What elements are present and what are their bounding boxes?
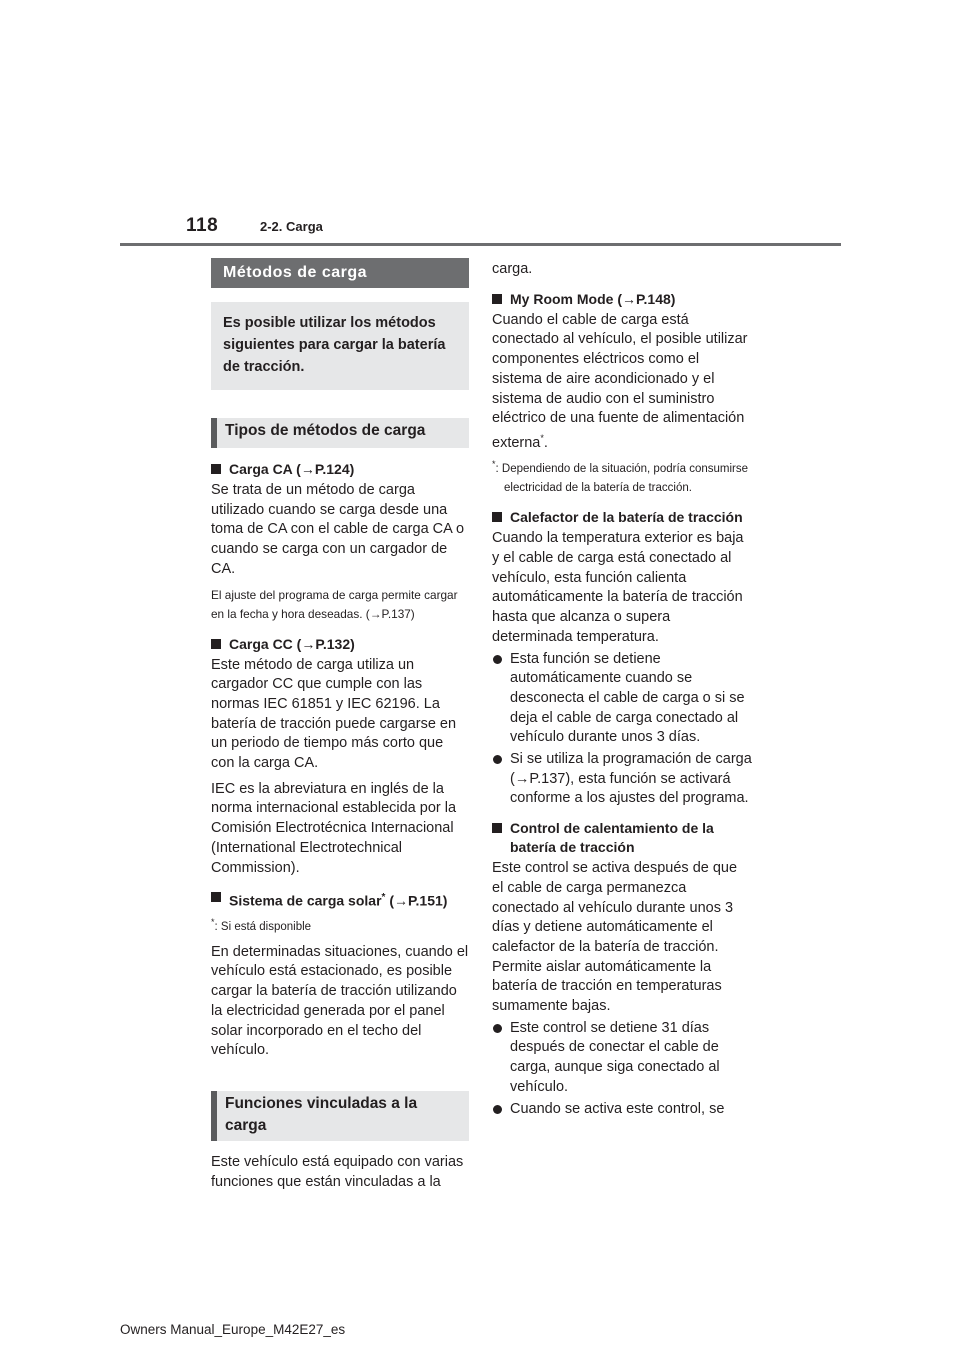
square-bullet-icon (492, 823, 502, 833)
square-bullet-icon (211, 892, 221, 902)
continued-text: carga. (492, 261, 533, 277)
intro-box: Es posible utilizar los métodos siguientes para cargar la batería de tracción. (211, 302, 469, 390)
item-heading: Sistema de carga solar* (→P.151) (211, 888, 469, 911)
round-bullet-icon (493, 755, 502, 764)
item-body: Cuando la temperatura exterior es baja y el cable de carga está conectado al vehículo, esta función calienta automáticamente la batería de tracción hasta que alcanza o supera determinada temperatura. (492, 530, 744, 645)
subsection-title: Funciones vinculadas a la carga (211, 1091, 469, 1141)
square-bullet-icon (211, 464, 221, 474)
item-heading: Control de calentamiento de la batería de tracción (492, 819, 752, 857)
item-body: IEC es la abreviatura en inglés de la norma internacional establecida por la Comisión Electrotécnica Internacional (International Electrotechnical Commission). (211, 780, 457, 876)
list-item: Esta función se detiene automáticamente cuando se desconecta el cable de carga o si se deja el cable de carga conectado al vehículo durante unos 3 días. (492, 650, 752, 749)
item-body: Este método de carga utiliza un cargador CC que cumple con las normas IEC 61851 y IEC 62196. La batería de tracción puede cargarse en un periodo de tiempo más corto que con la carga CA. (211, 656, 457, 772)
list-item: Si se utiliza la programación de carga (→P.137), esta función se activará conforme a los ajustes del programa. (492, 750, 752, 809)
footnote: *: Dependiendo de la situación, podría consumirse electricidad de la batería de tracción. (492, 459, 749, 495)
section-title: Métodos de carga (211, 258, 469, 288)
item-heading: Carga CC (→P.132) (211, 635, 469, 654)
list-item: Este control se detiene 31 días después de conectar el cable de carga, aunque siga conectado al vehículo. (492, 1019, 752, 1098)
header-rule (120, 243, 841, 246)
square-bullet-icon (211, 639, 221, 649)
item-body: Se trata de un método de carga utilizado cuando se carga desde una toma de CA con el cable de carga CA o cuando se carga con un cargador de CA. (211, 482, 465, 577)
item-body: Este control se activa después de que el cable de carga permanezca conectado al vehículo durante unos 3 días y detiene automáticamente el calefactor de la batería de tracción. Permite aislar automáticamente la batería de tracción en temperaturas sumamente bajas. (492, 860, 738, 1015)
list-item: Cuando se activa este control, se (492, 1100, 752, 1120)
item-heading: Carga CA (→P.124) (211, 460, 469, 479)
subsection-title: Tipos de métodos de carga (211, 418, 469, 448)
item-body: En determinadas situaciones, cuando el vehículo está estacionado, es posible cargar la batería de tracción utilizando la electricidad generada por el panel solar incorporado en el techo del vehículo. (211, 943, 469, 1059)
subsection-body: Este vehículo está equipado con varias funciones que están vinculadas a la (211, 1153, 464, 1190)
round-bullet-icon (493, 1024, 502, 1033)
round-bullet-icon (493, 655, 502, 664)
page-number: 118 (186, 215, 219, 236)
item-note: El ajuste del programa de carga permite cargar en la fecha y hora deseadas. (→P.137) (211, 587, 458, 622)
item-body: Cuando el cable de carga está conectado al vehículo, el posible utilizar componentes eléctricos como el sistema de aire acondicionado y el sistema de audio con el suministro eléctrico de una fuente de alimentación externa*. (492, 311, 748, 451)
item-heading: Calefactor de la batería de tracción (492, 508, 752, 527)
footer-text: Owners Manual_Europe_M42E27_es (120, 1322, 346, 1337)
right-column (492, 258, 752, 1119)
square-bullet-icon (492, 294, 502, 304)
item-heading: My Room Mode (→P.148) (492, 290, 752, 309)
round-bullet-icon (493, 1105, 502, 1114)
chapter-title: 2-2. Carga (260, 219, 323, 234)
footnote: *: Si está disponible (211, 916, 312, 933)
left-column (211, 258, 469, 1192)
square-bullet-icon (492, 512, 502, 522)
